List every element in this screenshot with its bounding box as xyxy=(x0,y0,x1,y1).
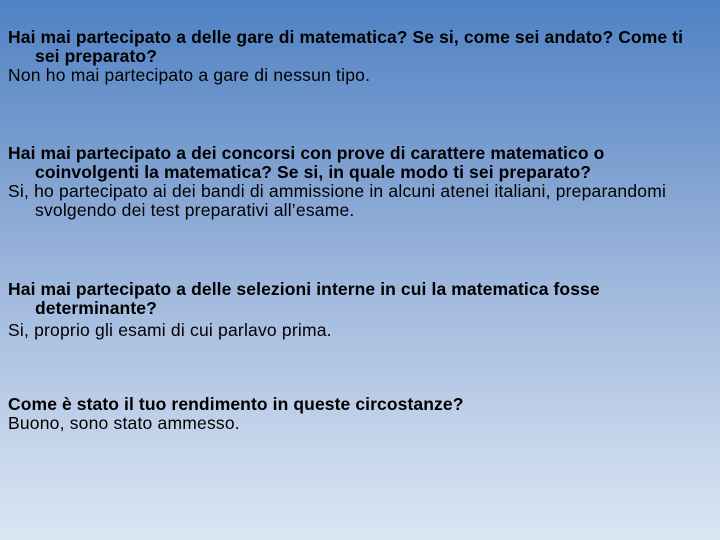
qa-block-internal-selections xyxy=(8,280,708,340)
qa-block-performance xyxy=(8,395,708,433)
question-text: Hai mai partecipato a delle selezioni interne in cui la matematica fosse determinante? xyxy=(8,279,600,318)
answer-text: Si, ho partecipato ai dei bandi di ammissione in alcuni atenei italiani, preparandomi svolgendo dei test preparativi all’esame. xyxy=(8,181,667,220)
question-text: Hai mai partecipato a dei concorsi con prove di carattere matematico o coinvolgenti la matematica? Se si, in quale modo ti sei preparato? xyxy=(8,143,605,182)
question-text: Hai mai partecipato a delle gare di matematica? Se si, come sei andato? Come ti sei preparato? xyxy=(8,27,684,66)
answer-text: Si, proprio gli esami di cui parlavo prima. xyxy=(8,320,332,340)
answer-text: Buono, sono stato ammesso. xyxy=(8,413,240,433)
question-text: Come è stato il tuo rendimento in queste circostanze? xyxy=(8,394,464,414)
qa-block-contests xyxy=(8,144,708,220)
qa-block-competitions xyxy=(8,28,708,85)
answer-text: Non ho mai partecipato a gare di nessun tipo. xyxy=(8,65,371,85)
